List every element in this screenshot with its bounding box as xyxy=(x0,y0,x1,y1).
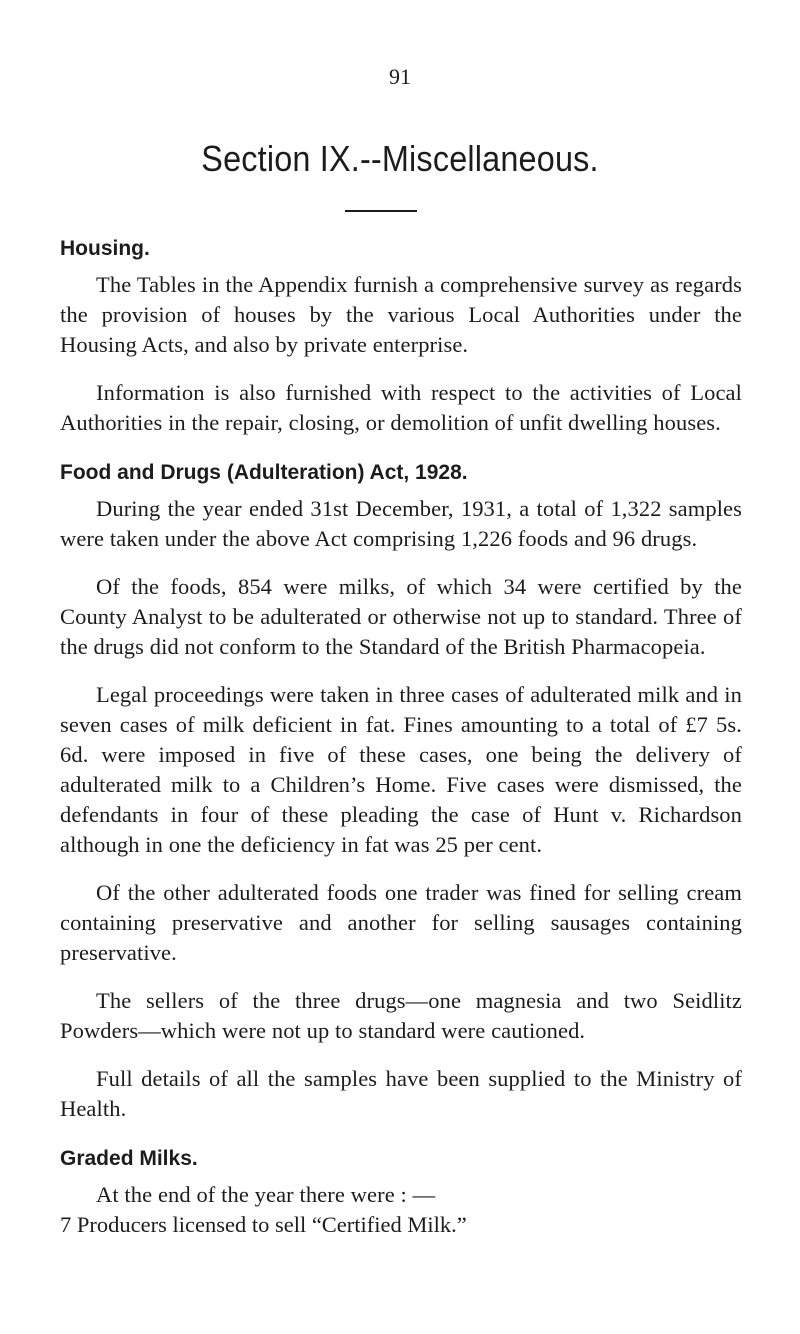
food-drugs-heading: Food and Drugs (Adulteration) Act, 1928. xyxy=(60,461,468,484)
food-drugs-paragraph-2: Of the foods, 854 were milks, of which 34 were certified by the County Analyst to be adulterated or otherwise not up to standard. Three of the drugs did not conform to the Standard of the British Pharmacopeia. xyxy=(60,574,742,659)
graded-milks-heading: Graded Milks. xyxy=(60,1147,198,1170)
graded-milks-intro: At the end of the year there were : — xyxy=(96,1182,436,1207)
housing-heading: Housing. xyxy=(60,237,150,260)
section-title: Section IX.--Miscellaneous. xyxy=(201,138,599,179)
food-drugs-paragraph-5: The sellers of the three drugs—one magnesia and two Seidlitz Powders—which were not up to standard were cautioned. xyxy=(60,988,742,1043)
food-drugs-paragraph-4: Of the other adulterated foods one trader was fined for selling cream containing preservative and another for selling sausages containing preservative. xyxy=(60,880,742,965)
document-body xyxy=(60,234,742,1240)
title-divider xyxy=(345,210,417,212)
graded-milks-item: 7 Producers licensed to sell “Certified Milk.” xyxy=(60,1212,467,1237)
page-number: 91 xyxy=(389,64,411,89)
food-drugs-paragraph-1: During the year ended 31st December, 1931, a total of 1,322 samples were taken under the above Act comprising 1,226 foods and 96 drugs. xyxy=(60,496,742,551)
housing-paragraph-2: Information is also furnished with respect to the activities of Local Authorities in the repair, closing, or demolition of unfit dwelling houses. xyxy=(60,380,742,435)
housing-paragraph-1: The Tables in the Appendix furnish a comprehensive survey as regards the provision of houses by the various Local Authorities under the Housing Acts, and also by private enterprise. xyxy=(60,272,742,357)
food-drugs-paragraph-3: Legal proceedings were taken in three cases of adulterated milk and in seven cases of milk deficient in fat. Fines amounting to a total of £7 5s. 6d. were imposed in five of these cases, one being the delivery of adulterated milk to a Children’s Home. Five cases were dismissed, the defendants in four of these pleading the case of Hunt v. Richardson although in one the deficiency in fat was 25 per cent. xyxy=(60,682,742,857)
food-drugs-paragraph-6: Full details of all the samples have been supplied to the Ministry of Health. xyxy=(60,1066,742,1121)
